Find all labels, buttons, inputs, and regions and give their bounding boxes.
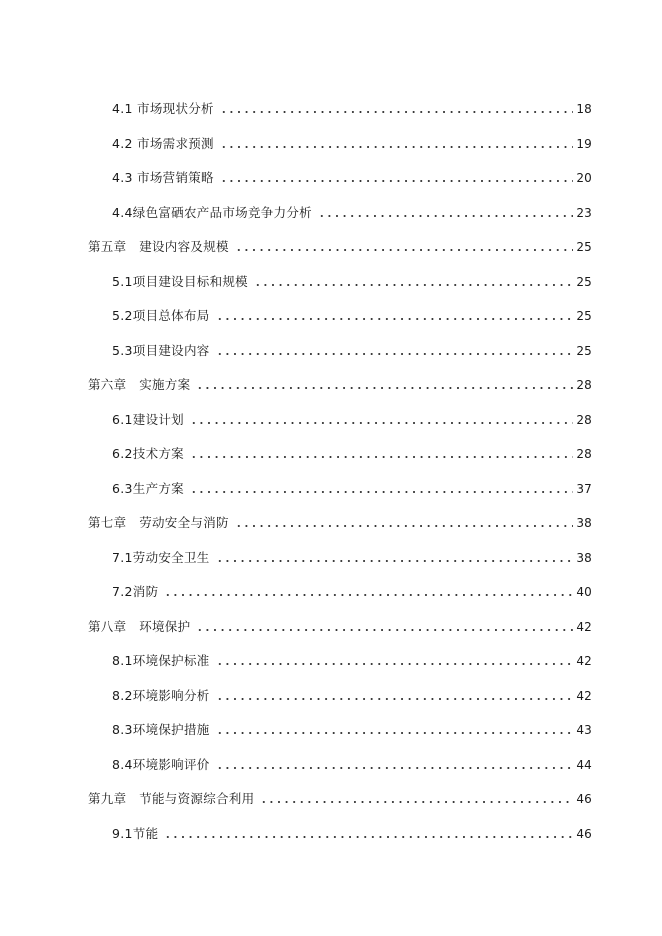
toc-dot-leader	[260, 800, 573, 804]
toc-entry-label: 4.4绿色富硒农产品市场竞争力分析	[112, 205, 312, 220]
toc-dot-leader	[164, 835, 573, 839]
toc-entry-page: 18	[576, 102, 592, 116]
toc-dot-leader	[216, 766, 574, 770]
toc-entry-page: 38	[576, 551, 592, 565]
toc-entry-page: 40	[576, 585, 592, 599]
toc-dot-leader	[318, 214, 573, 218]
toc-chapter-entry[interactable]	[88, 615, 592, 635]
toc-dot-leader	[216, 352, 574, 356]
toc-entry[interactable]	[112, 546, 592, 566]
toc-dot-leader	[216, 697, 574, 701]
toc-dot-leader	[235, 524, 574, 528]
toc-entry[interactable]	[112, 580, 592, 600]
toc-dot-leader	[190, 490, 573, 494]
toc-entry-page: 28	[576, 413, 592, 427]
toc-entry-label: 7.1劳动安全卫生	[112, 550, 210, 565]
toc-entry-label: 8.4环境影响评价	[112, 757, 210, 772]
toc-chapter-entry[interactable]	[88, 511, 592, 531]
toc-entry[interactable]	[112, 684, 592, 704]
toc-dot-leader	[196, 628, 573, 632]
toc-entry-label: 6.2技术方案	[112, 446, 184, 461]
toc-entry-label: 第五章 建设内容及规模	[88, 239, 229, 254]
toc-entry-label: 8.2环境影响分析	[112, 688, 210, 703]
toc-entry[interactable]	[112, 201, 592, 221]
toc-entry-label: 4.3 市场营销策略	[112, 170, 214, 185]
toc-dot-leader	[216, 662, 574, 666]
toc-entry-page: 43	[576, 723, 592, 737]
toc-entry[interactable]	[112, 408, 592, 428]
toc-entry-page: 42	[576, 620, 592, 634]
toc-chapter-entry[interactable]	[88, 787, 592, 807]
toc-dot-leader	[216, 731, 574, 735]
toc-entry-label: 6.1建设计划	[112, 412, 184, 427]
toc-dot-leader	[220, 110, 573, 114]
toc-dot-leader	[254, 283, 573, 287]
toc-entry-label: 4.1 市场现状分析	[112, 101, 214, 116]
toc-dot-leader	[190, 421, 573, 425]
toc-entry-page: 46	[576, 827, 592, 841]
toc-entry-label: 8.1环境保护标准	[112, 653, 210, 668]
toc-chapter-entry[interactable]	[88, 373, 592, 393]
toc-entry-page: 25	[576, 309, 592, 323]
toc-entry-page: 28	[576, 447, 592, 461]
toc-entry[interactable]	[112, 718, 592, 738]
toc-entry-page: 25	[576, 240, 592, 254]
toc-entry-page: 20	[576, 171, 592, 185]
toc-dot-leader	[220, 179, 573, 183]
toc-entry-label: 5.2项目总体布局	[112, 308, 210, 323]
toc-entry[interactable]	[112, 304, 592, 324]
toc-entry[interactable]	[112, 339, 592, 359]
toc-entry-label: 7.2消防	[112, 584, 159, 599]
toc-entry-label: 4.2 市场需求预测	[112, 136, 214, 151]
toc-dot-leader	[220, 145, 573, 149]
toc-entry[interactable]	[112, 649, 592, 669]
toc-dot-leader	[190, 455, 573, 459]
toc-entry[interactable]	[112, 753, 592, 773]
toc-entry-label: 第七章 劳动安全与消防	[88, 515, 229, 530]
toc-dot-leader	[216, 317, 574, 321]
toc-entry[interactable]	[112, 166, 592, 186]
toc-entry[interactable]	[112, 270, 592, 290]
toc-entry-label: 8.3环境保护措施	[112, 722, 210, 737]
toc-entry-label: 第九章 节能与资源综合利用	[88, 791, 255, 806]
toc-entry-label: 5.1项目建设目标和规模	[112, 274, 248, 289]
toc-entry[interactable]	[112, 822, 592, 842]
toc-entry-page: 25	[576, 275, 592, 289]
toc-entry-page: 42	[576, 654, 592, 668]
toc-entry-page: 42	[576, 689, 592, 703]
toc-chapter-entry[interactable]	[88, 235, 592, 255]
toc-entry-label: 第六章 实施方案	[88, 377, 191, 392]
toc-entry-page: 23	[576, 206, 592, 220]
toc-dot-leader	[164, 593, 573, 597]
toc-entry[interactable]	[112, 442, 592, 462]
toc-entry-page: 37	[576, 482, 592, 496]
toc-entry-label: 6.3生产方案	[112, 481, 184, 496]
toc-entry-label: 9.1节能	[112, 826, 159, 841]
toc-dot-leader	[216, 559, 574, 563]
toc-entry[interactable]	[112, 132, 592, 152]
toc-entry-page: 38	[576, 516, 592, 530]
toc-entry-page: 28	[576, 378, 592, 392]
toc-entry[interactable]	[112, 477, 592, 497]
toc-dot-leader	[196, 386, 573, 390]
toc-entry-page: 46	[576, 792, 592, 806]
toc-entry-label: 第八章 环境保护	[88, 619, 191, 634]
toc-entry-page: 44	[576, 758, 592, 772]
toc-entry-label: 5.3项目建设内容	[112, 343, 210, 358]
toc-entry-page: 25	[576, 344, 592, 358]
toc-dot-leader	[235, 248, 574, 252]
toc-entry[interactable]	[112, 97, 592, 117]
toc-entry-page: 19	[576, 137, 592, 151]
